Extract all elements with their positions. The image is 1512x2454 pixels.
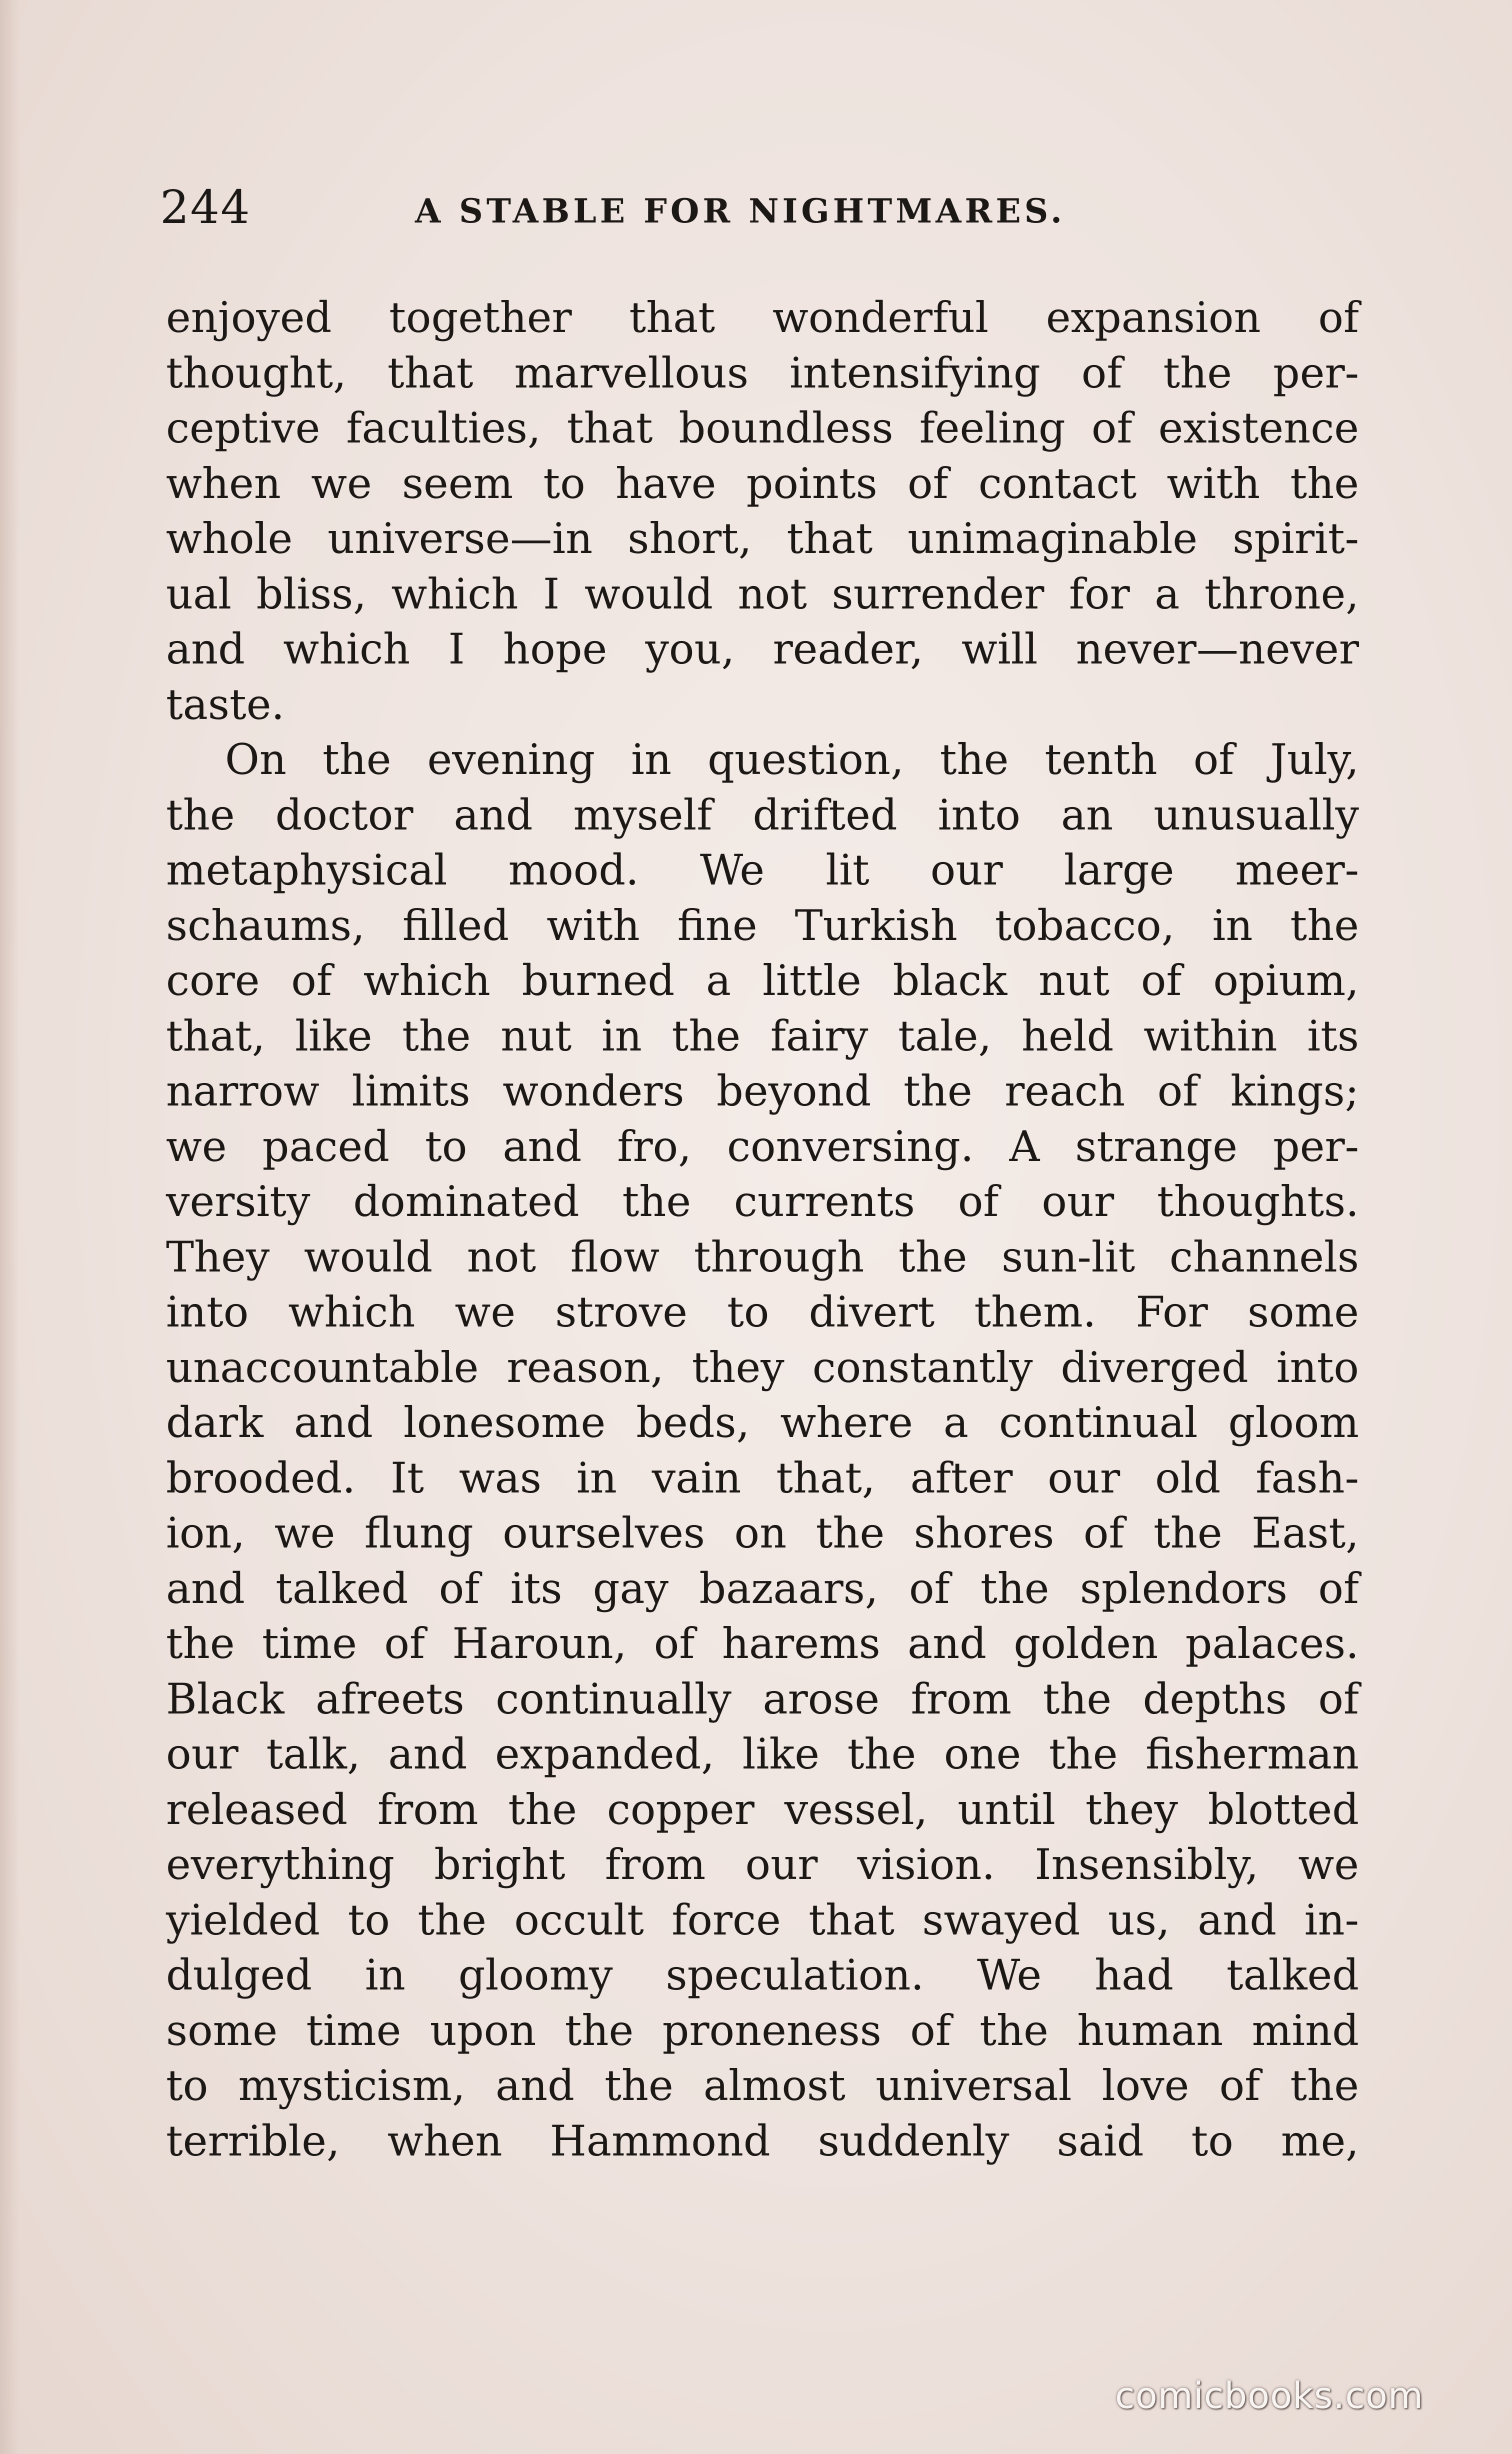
text-line: narrow limits wonders beyond the reach of kings;: [166, 1066, 1359, 1116]
text-line: versity dominated the currents of our thoughts.: [166, 1177, 1359, 1226]
body-text: [166, 290, 1359, 2168]
text-line: thought, that marvellous intensifying of the per-: [166, 348, 1359, 398]
text-line: terrible, when Hammond suddenly said to me,: [166, 2116, 1359, 2166]
text-line: yielded to the occult force that swayed us, and in-: [166, 1895, 1359, 1944]
text-line: that, like the nut in the fairy tale, held within its: [166, 1011, 1359, 1060]
text-line: ual bliss, which I would not surrender for a throne,: [166, 569, 1359, 618]
text-line: when we seem to have points of contact with the: [166, 458, 1359, 508]
text-line: and talked of its gay bazaars, of the splendors of: [166, 1564, 1359, 1613]
text-line: schaums, filled with fine Turkish tobacco, in the: [166, 900, 1359, 950]
text-line: core of which burned a little black nut of opium,: [166, 956, 1359, 1005]
text-line: dulged in gloomy speculation. We had talked: [166, 1950, 1359, 2000]
text-line: whole universe—in short, that unimaginable spirit-: [166, 514, 1359, 563]
running-title: A STABLE FOR NIGHTMARES.: [415, 192, 1066, 230]
text-line: some time upon the proneness of the human mind: [166, 2006, 1359, 2055]
paragraph-start-line: On the evening in question, the tenth of July,: [225, 735, 1359, 784]
text-line: ion, we flung ourselves on the shores of the East,: [166, 1508, 1359, 1558]
page-gutter-shadow: [0, 0, 20, 2454]
running-header: [160, 180, 1360, 235]
text-line: ceptive faculties, that boundless feeling of existence: [166, 404, 1359, 452]
text-line: unaccountable reason, they constantly diverged into: [166, 1342, 1359, 1392]
text-line: They would not flow through the sun-lit channels: [166, 1232, 1359, 1282]
text-line: dark and lonesome beds, where a continual gloom: [166, 1398, 1359, 1447]
text-line: to mysticism, and the almost universal love of the: [166, 2061, 1359, 2110]
page-number: 244: [160, 180, 251, 234]
text-line: our talk, and expanded, like the one the fisherman: [166, 1730, 1359, 1778]
text-line: released from the copper vessel, until they blotted: [166, 1784, 1359, 1834]
text-line: brooded. It was in vain that, after our old fash-: [166, 1453, 1359, 1502]
text-line: the doctor and myself drifted into an unusually: [166, 790, 1359, 840]
text-line: everything bright from our vision. Insensibly, we: [166, 1840, 1359, 1889]
text-line: and which I hope you, reader, will never—never: [166, 624, 1359, 674]
watermark: comicbooks.com: [1115, 2374, 1424, 2416]
text-line: enjoyed together that wonderful expansion of: [166, 293, 1359, 342]
text-line: Black afreets continually arose from the depths of: [166, 1674, 1359, 1724]
text-line: metaphysical mood. We lit our large meer-: [166, 846, 1359, 894]
text-line: into which we strove to divert them. For some: [166, 1288, 1359, 1336]
text-line: we paced to and fro, conversing. A strange per-: [166, 1122, 1359, 1171]
text-line: taste.: [166, 680, 285, 729]
text-line: the time of Haroun, of harems and golden palaces.: [166, 1619, 1359, 1668]
